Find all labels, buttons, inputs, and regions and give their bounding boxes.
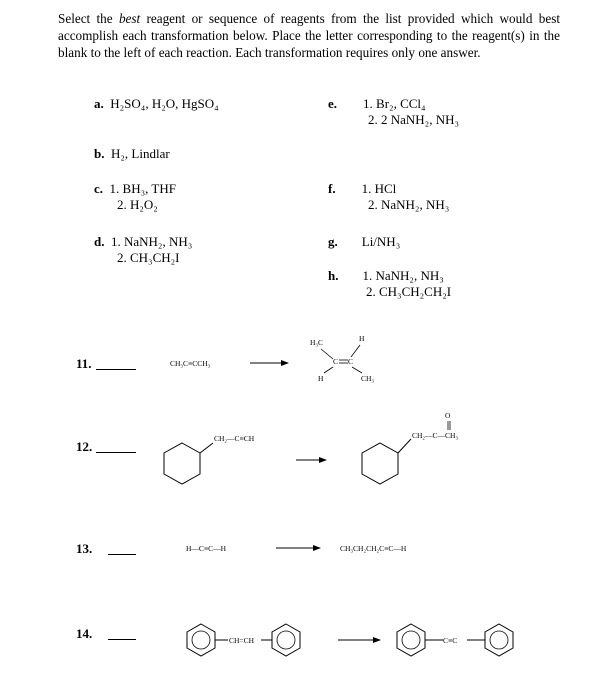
q14-benzene-left bbox=[187, 624, 215, 656]
q11-c2: C bbox=[348, 357, 354, 366]
question-11-number: 11. bbox=[76, 356, 92, 371]
q12-product-chain: CH₂—C—CH₃ bbox=[412, 431, 459, 440]
q14-product-link: C≡C bbox=[443, 636, 458, 645]
q11-h-top: H bbox=[359, 334, 365, 343]
q11-c1: C bbox=[333, 357, 339, 366]
q12-reactant-chain: CH₂—C≡CH bbox=[214, 434, 255, 443]
q11-bond-ch3 bbox=[321, 349, 333, 359]
reagent-c: c. 1. BH₃, THF 2. H₂O₂ bbox=[94, 181, 176, 212]
q13-reactant: H—C≡C—H bbox=[186, 544, 227, 553]
q11-ch3-bottom: CH₃ bbox=[361, 374, 375, 383]
q11-bond-h-top bbox=[351, 345, 360, 357]
q11-h3c-group: H₃C bbox=[310, 338, 324, 347]
q12-carbonyl-oxygen: O bbox=[445, 411, 451, 420]
reagent-h: h. 1. NaNH₂, NH₃ 2. CH₃CH₂CH₂I bbox=[328, 268, 452, 299]
reagent-a: a. H₂SO₄, H₂O, HgSO₄ bbox=[94, 96, 219, 111]
reagent-d: d. 1. NaNH₂, NH₃ 2. CH₃CH₂I bbox=[94, 234, 193, 265]
q11-reactant: CH₃C≡CCH₃ bbox=[170, 359, 211, 368]
instructions: Select the best reagent or sequence of reagents from the list provided which would best accomplish each transformation below. Place the letter corresponding to the reagent(s) in the blank to the left of each reaction. Each transformation requires only one answer. bbox=[58, 11, 560, 60]
reagent-e: e. 1. Br₂, CCl₄ 2. 2 NaNH₂, NH₃ bbox=[328, 96, 460, 127]
reagent-b: b. H₂, Lindlar bbox=[94, 146, 170, 161]
best-emphasis: best bbox=[118, 11, 141, 26]
q14-reactant-link: CH=CH bbox=[229, 636, 255, 645]
q12-product-bond bbox=[398, 439, 411, 453]
q14-product-benzene-left bbox=[397, 624, 425, 656]
reagent-f: f. 1. HCl 2. NaNH₂, NH₃ bbox=[328, 181, 450, 212]
question-13-number: 13. bbox=[76, 541, 93, 556]
q12-reactant-bond bbox=[200, 443, 213, 453]
q14-benzene-right bbox=[272, 624, 300, 656]
q14-aromatic-ring-left bbox=[192, 631, 210, 649]
reagent-g: g. Li/NH₃ bbox=[328, 234, 401, 249]
q14-product-aromatic-right bbox=[490, 631, 508, 649]
q14-aromatic-ring-right bbox=[277, 631, 295, 649]
q12-cyclohexane-reactant bbox=[164, 443, 200, 484]
q12-cyclohexane-product bbox=[362, 443, 398, 484]
q11-h-bottom: H bbox=[318, 374, 324, 383]
q14-product-aromatic-left bbox=[402, 631, 420, 649]
q13-product: CH₃CH₂CH₂C≡C—H bbox=[340, 544, 407, 553]
q14-product-benzene-right bbox=[485, 624, 513, 656]
q11-bond-h-bottom bbox=[324, 367, 333, 373]
q11-bond-ch3-bottom bbox=[352, 367, 362, 373]
question-14-number: 14. bbox=[76, 626, 93, 641]
question-12-number: 12. bbox=[76, 439, 93, 454]
